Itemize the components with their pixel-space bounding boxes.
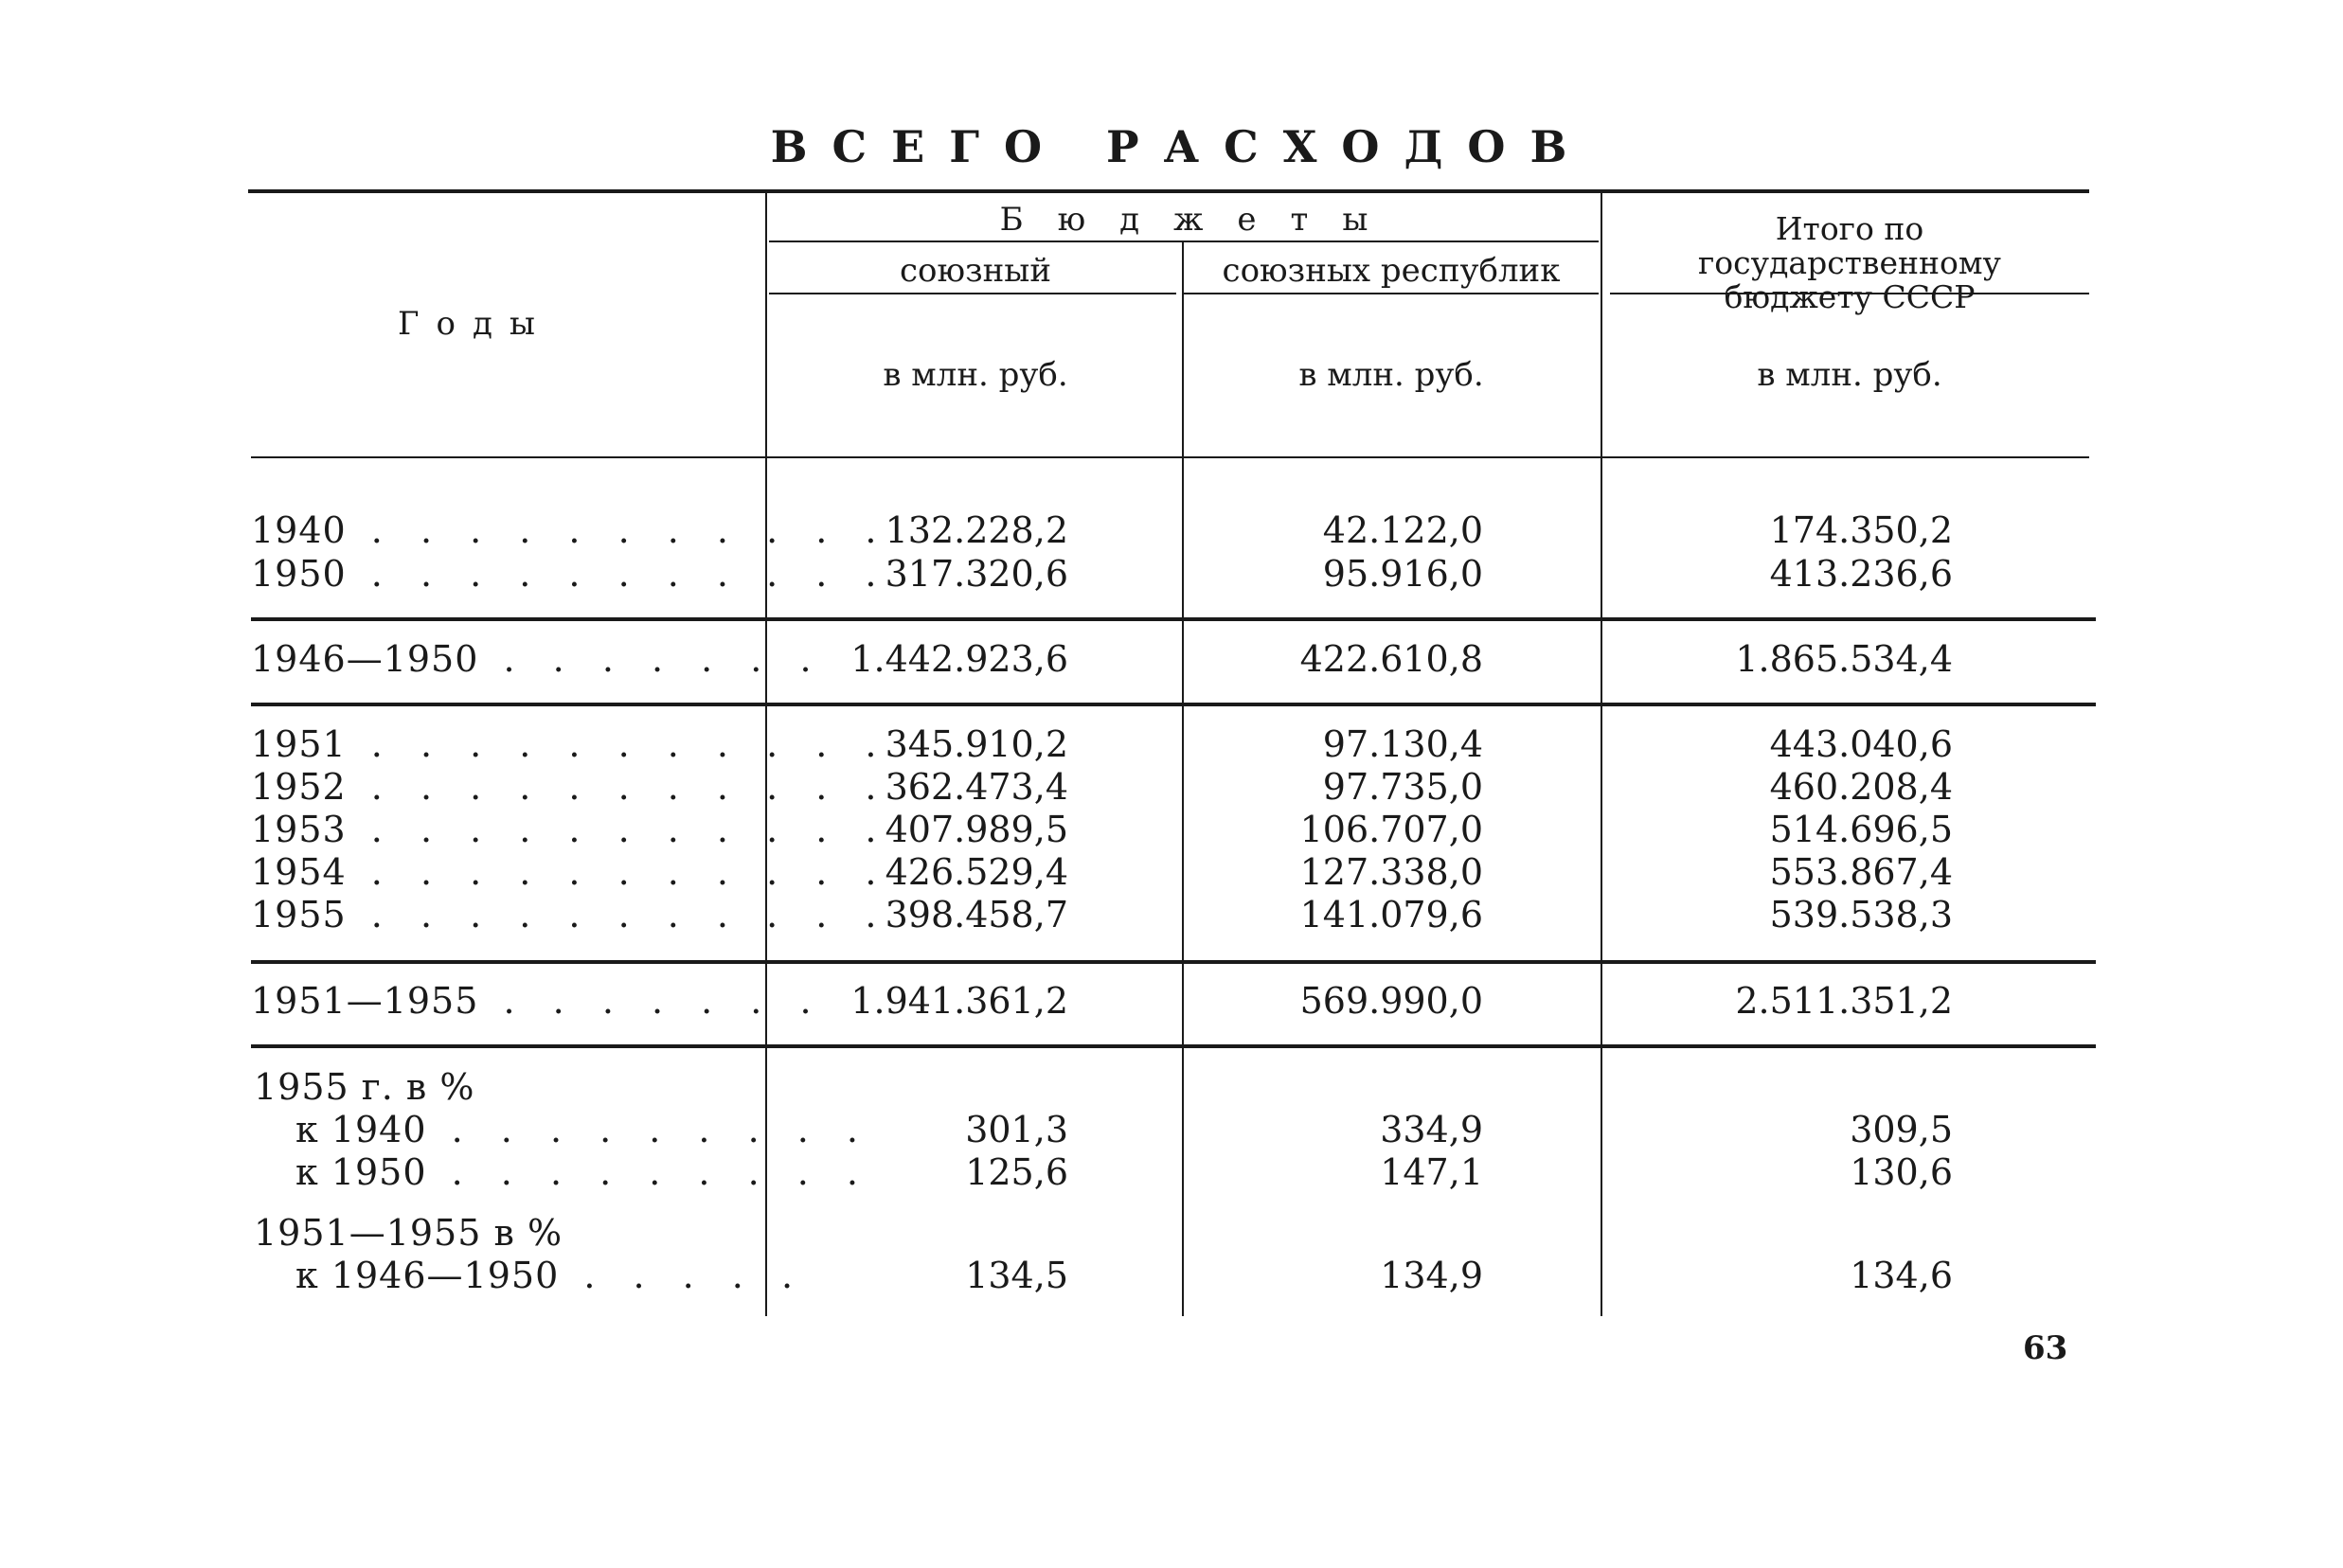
- row-total-value: 443.040,6: [1769, 723, 1953, 765]
- row-total-value: 130,6: [1850, 1151, 1953, 1193]
- row-label: к 1946—1950: [295, 1255, 560, 1296]
- row-republics-value: 106.707,0: [1299, 809, 1483, 850]
- row-total-value: 413.236,6: [1769, 553, 1953, 595]
- row-leader-dots: . . . . . . . . . . .: [346, 809, 890, 850]
- republics-subrule: [1184, 293, 1599, 294]
- row-union-value: 317.320,6: [885, 553, 1068, 595]
- row-total-value: 309,5: [1850, 1109, 1953, 1150]
- rule-2: [251, 703, 2096, 706]
- row-republics-value: 95.916,0: [1322, 553, 1483, 595]
- pct-heading: 1955 г. в %: [254, 1066, 475, 1108]
- union-header: союзный: [899, 252, 1052, 290]
- table-row: [251, 638, 825, 680]
- header-bottom-rule: [251, 456, 2089, 458]
- row-republics-value: 97.130,4: [1322, 723, 1483, 765]
- unit-total: в млн. руб.: [1757, 356, 1942, 394]
- row-label: к 1940: [295, 1109, 427, 1150]
- row-union-value: 134,5: [965, 1255, 1068, 1296]
- row-leader-dots: . . . . . . . . . . .: [346, 894, 890, 935]
- row-label: 1951: [251, 723, 347, 765]
- row-union-value: 301,3: [965, 1109, 1068, 1150]
- republics-header: союзных республик: [1222, 252, 1561, 290]
- total-header: Итого по государственному бюджету СССР: [1698, 210, 2001, 315]
- row-republics-value: 141.079,6: [1299, 894, 1483, 935]
- row-union-value: 132.228,2: [885, 509, 1068, 551]
- unit-republics: в млн. руб.: [1298, 356, 1484, 394]
- row-leader-dots: . . . . . . .: [478, 638, 825, 680]
- row-label: 1946—1950: [251, 638, 479, 680]
- row-leader-dots: . . . . . . . . . . .: [346, 851, 890, 893]
- budgets-rule: [769, 241, 1599, 242]
- row-leader-dots: . . . . .: [559, 1255, 807, 1296]
- row-union-value: 345.910,2: [885, 723, 1068, 765]
- row-total-value: 174.350,2: [1769, 509, 1953, 551]
- table-row: [295, 1255, 806, 1296]
- row-leader-dots: . . . . . . . . . . .: [346, 509, 890, 551]
- pct-heading: 1951—1955 в %: [254, 1212, 563, 1254]
- row-republics-value: 147,1: [1380, 1151, 1483, 1193]
- years-header: Годы: [398, 305, 552, 343]
- row-total-value: 1.865.534,4: [1735, 638, 1953, 680]
- table-top-rule: [248, 189, 2089, 193]
- row-leader-dots: . . . . . . . . .: [426, 1109, 871, 1150]
- row-total-value: 514.696,5: [1769, 809, 1953, 850]
- row-republics-value: 97.735,0: [1322, 766, 1483, 808]
- row-republics-value: 569.990,0: [1299, 980, 1483, 1022]
- row-label: 1952: [251, 766, 347, 808]
- row-total-value: 134,6: [1850, 1255, 1953, 1296]
- row-leader-dots: . . . . . . . . . . .: [346, 723, 890, 765]
- row-label: 1940: [251, 509, 347, 551]
- row-republics-value: 127.338,0: [1299, 851, 1483, 893]
- row-leader-dots: . . . . . . . . .: [426, 1151, 871, 1193]
- row-leader-dots: . . . . . . .: [478, 980, 825, 1022]
- row-label: к 1950: [295, 1151, 427, 1193]
- row-leader-dots: . . . . . . . . . . .: [346, 766, 890, 808]
- rule-4: [251, 1044, 2096, 1048]
- row-republics-value: 134,9: [1380, 1255, 1483, 1296]
- budgets-header: Бюджеты: [999, 201, 1403, 239]
- row-union-value: 407.989,5: [885, 809, 1068, 850]
- rule-1: [251, 617, 2096, 621]
- row-label: 1954: [251, 851, 347, 893]
- union-subrule: [769, 293, 1176, 294]
- row-total-value: 553.867,4: [1769, 851, 1953, 893]
- row-total-value: 2.511.351,2: [1735, 980, 1953, 1022]
- row-leader-dots: . . . . . . . . . . .: [346, 553, 890, 595]
- page-title: ВСЕГО РАСХОДОВ: [770, 121, 1592, 172]
- unit-union: в млн. руб.: [883, 356, 1068, 394]
- row-total-value: 460.208,4: [1769, 766, 1953, 808]
- row-label: 1951—1955: [251, 980, 479, 1022]
- row-union-value: 125,6: [965, 1151, 1068, 1193]
- row-total-value: 539.538,3: [1769, 894, 1953, 935]
- row-union-value: 1.442.923,6: [850, 638, 1068, 680]
- row-union-value: 1.941.361,2: [850, 980, 1068, 1022]
- row-union-value: 398.458,7: [885, 894, 1068, 935]
- row-republics-value: 422.610,8: [1299, 638, 1483, 680]
- row-union-value: 362.473,4: [885, 766, 1068, 808]
- row-republics-value: 42.122,0: [1322, 509, 1483, 551]
- row-label: 1953: [251, 809, 347, 850]
- row-label: 1950: [251, 553, 347, 595]
- col-rule-3: [1601, 193, 1602, 1316]
- rule-3: [251, 960, 2096, 964]
- row-union-value: 426.529,4: [885, 851, 1068, 893]
- row-republics-value: 334,9: [1380, 1109, 1483, 1150]
- page-number: 63: [2023, 1329, 2068, 1367]
- table-row: [251, 980, 825, 1022]
- row-label: 1955: [251, 894, 347, 935]
